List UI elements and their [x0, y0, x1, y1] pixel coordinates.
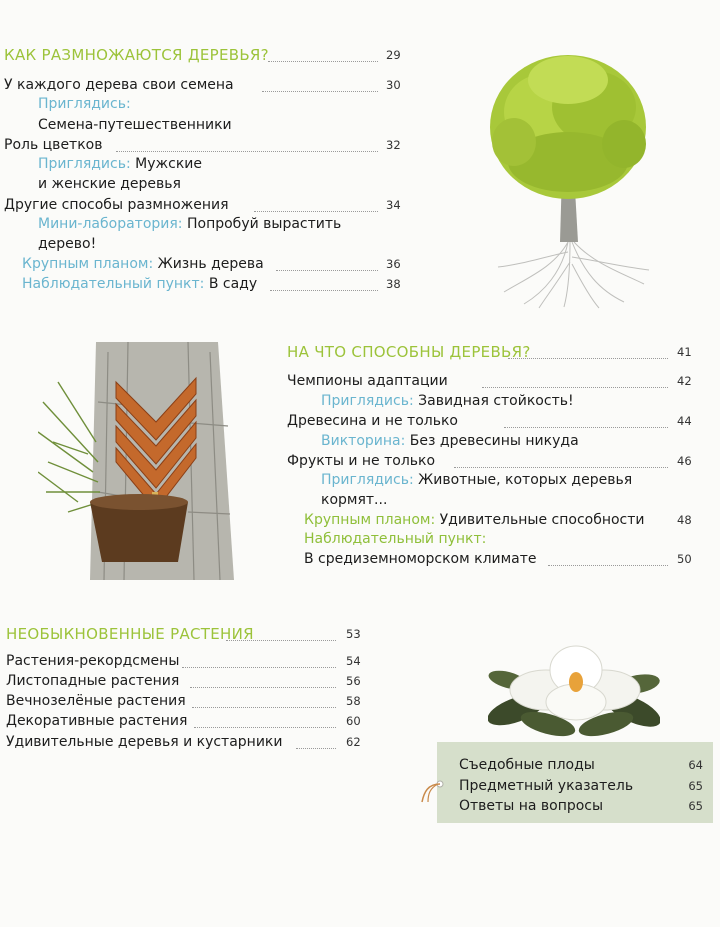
- tree-illustration: [484, 52, 654, 310]
- toc-entry[interactable]: Чемпионы адаптации: [287, 373, 448, 389]
- toc-entry[interactable]: Жизнь дерева: [157, 256, 264, 272]
- leader-dots: [454, 466, 668, 468]
- toc-label: Викторина:: [321, 433, 406, 449]
- section-heading: КАК РАЗМНОЖАЮТСЯ ДЕРЕВЬЯ?: [4, 46, 269, 64]
- toc-entry[interactable]: У каждого дерева свои семена: [4, 77, 234, 93]
- leader-dots: [254, 210, 378, 212]
- page-number: 42: [677, 374, 692, 388]
- toc-entry[interactable]: Листопадные растения: [6, 673, 180, 689]
- toc-entry[interactable]: Другие способы размножения: [4, 197, 229, 213]
- leader-dots: [270, 289, 378, 291]
- leader-dots: [504, 426, 668, 428]
- page-number: 53: [346, 627, 361, 641]
- page-number: 65: [688, 779, 703, 793]
- appendix-entry[interactable]: Предметный указатель: [459, 778, 634, 794]
- toc-label: Мини-лаборатория:: [38, 216, 183, 232]
- appendix-entry[interactable]: Съедобные плоды: [459, 757, 595, 773]
- page-number: 56: [346, 674, 361, 688]
- toc-entry[interactable]: Мужские: [135, 156, 202, 172]
- appendix-entry[interactable]: Ответы на вопросы: [459, 798, 604, 814]
- toc-entry[interactable]: Животные, которых деревья: [418, 472, 633, 488]
- tab-hook-icon: [418, 778, 448, 806]
- toc-label: Приглядись:: [321, 472, 414, 488]
- appendix-tab: [437, 742, 713, 823]
- toc-entry[interactable]: кормят...: [321, 492, 388, 508]
- toc-entry[interactable]: Завидная стойкость!: [418, 393, 574, 409]
- page-number: 38: [386, 277, 401, 291]
- page-number: 62: [346, 735, 361, 749]
- page-number: 30: [386, 78, 401, 92]
- page-number: 60: [346, 714, 361, 728]
- section-heading: НА ЧТО СПОСОБНЫ ДЕРЕВЬЯ?: [287, 343, 531, 361]
- leader-dots: [226, 639, 336, 641]
- toc-entry[interactable]: В средиземноморском климате: [304, 551, 537, 567]
- toc-entry[interactable]: Древесина и не только: [287, 413, 458, 429]
- page-number: 50: [677, 552, 692, 566]
- leader-dots: [182, 666, 336, 668]
- magnolia-illustration: [488, 640, 660, 738]
- leader-dots: [508, 357, 668, 359]
- toc-entry[interactable]: В саду: [208, 276, 258, 292]
- leader-dots: [190, 686, 336, 688]
- toc-label: Наблюдательный пункт:: [304, 531, 487, 547]
- toc-label: Приглядись:: [38, 156, 131, 172]
- toc-label: Крупным планом:: [22, 256, 154, 272]
- tree-sap-illustration: [38, 342, 244, 580]
- toc-entry[interactable]: Семена-путешественники: [38, 117, 232, 133]
- toc-label: Наблюдательный пункт:: [22, 276, 205, 292]
- page-number: 36: [386, 257, 401, 271]
- toc-label: Крупным планом:: [304, 512, 436, 528]
- page-number: 48: [677, 513, 692, 527]
- toc-entry[interactable]: Вечнозелёные растения: [6, 693, 186, 709]
- page-number: 65: [688, 799, 703, 813]
- leader-dots: [296, 747, 336, 749]
- toc-label: Приглядись:: [321, 393, 414, 409]
- leader-dots: [116, 150, 378, 152]
- page-number: 41: [677, 345, 692, 359]
- page-number: 34: [386, 198, 401, 212]
- leader-dots: [276, 269, 378, 271]
- toc-entry[interactable]: Декоративные растения: [6, 713, 188, 729]
- toc-entry[interactable]: Удивительные способности: [439, 512, 645, 528]
- toc-entry[interactable]: дерево!: [38, 236, 97, 252]
- leader-dots: [262, 90, 378, 92]
- toc-entry[interactable]: Растения-рекордсмены: [6, 653, 180, 669]
- leader-dots: [548, 564, 668, 566]
- page-number: 54: [346, 654, 361, 668]
- toc-entry[interactable]: Роль цветков: [4, 137, 103, 153]
- toc-entry[interactable]: и женские деревья: [38, 176, 181, 192]
- toc-entry[interactable]: Попробуй вырастить: [186, 216, 342, 232]
- toc-entry[interactable]: Удивительные деревья и кустарники: [6, 734, 283, 750]
- page-number: 58: [346, 694, 361, 708]
- page-number: 46: [677, 454, 692, 468]
- section-heading: НЕОБЫКНОВЕННЫЕ РАСТЕНИЯ: [6, 625, 254, 643]
- toc-label: Приглядись:: [38, 96, 131, 112]
- leader-dots: [482, 386, 668, 388]
- page-number: 29: [386, 48, 401, 62]
- toc-entry[interactable]: Без древесины никуда: [409, 433, 579, 449]
- leader-dots: [192, 706, 336, 708]
- leader-dots: [268, 60, 378, 62]
- toc-entry[interactable]: Фрукты и не только: [287, 453, 436, 469]
- page-number: 64: [688, 758, 703, 772]
- page-number: 44: [677, 414, 692, 428]
- leader-dots: [194, 726, 336, 728]
- page-number: 32: [386, 138, 401, 152]
